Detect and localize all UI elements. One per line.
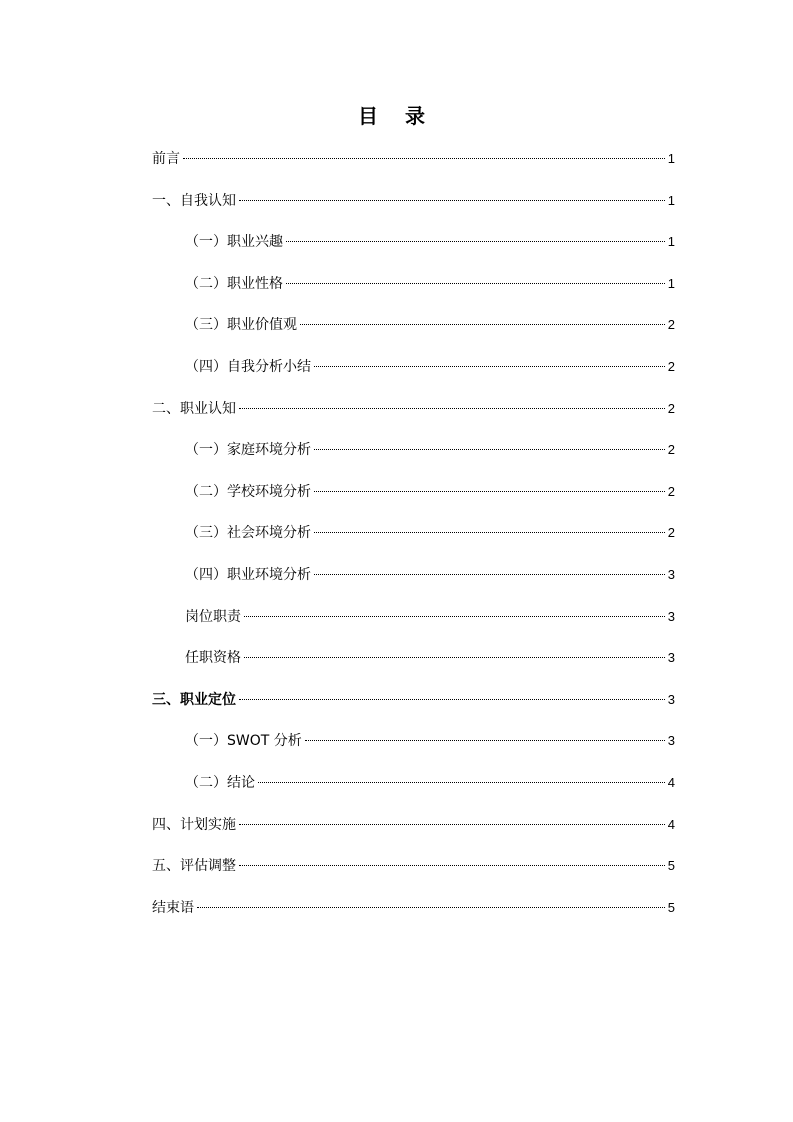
toc-entry-swot-analysis[interactable] <box>152 730 675 772</box>
dot-leader <box>244 657 665 658</box>
toc-entry-page: 2 <box>667 442 675 458</box>
toc-entry-evaluation-adjustment[interactable] <box>152 855 675 897</box>
toc-entry-social-environment[interactable] <box>152 522 675 564</box>
toc-entry-page: 2 <box>667 483 675 499</box>
toc-entry-label: （二）学校环境分析 <box>185 483 311 500</box>
toc-entry-label: 四、计划实施 <box>152 816 236 833</box>
toc-entry-label: （一）SWOT 分析 <box>185 733 302 750</box>
toc-entry-page: 2 <box>667 400 675 416</box>
toc-entry-page: 2 <box>667 525 675 541</box>
toc-list <box>152 148 675 938</box>
toc-entry-career-values[interactable] <box>152 314 675 356</box>
toc-entry-label: （三）职业价值观 <box>185 317 297 334</box>
toc-entry-self-awareness[interactable] <box>152 190 675 232</box>
toc-entry-page: 2 <box>667 358 675 374</box>
toc-entry-page: 3 <box>667 650 675 666</box>
toc-entry-page: 3 <box>667 566 675 582</box>
toc-entry-page: 1 <box>667 151 675 166</box>
toc-entry-label: 五、评估调整 <box>152 858 236 875</box>
toc-entry-label: （四）职业环境分析 <box>185 566 311 583</box>
toc-entry-label: （二）结论 <box>185 774 255 791</box>
dot-leader <box>197 907 665 908</box>
toc-entry-page: 1 <box>667 192 675 208</box>
dot-leader <box>314 532 665 533</box>
dot-leader <box>314 366 665 367</box>
toc-entry-career-positioning[interactable] <box>152 689 675 731</box>
dot-leader <box>305 740 665 741</box>
toc-entry-page: 2 <box>667 317 675 333</box>
toc-entry-self-analysis-summary[interactable] <box>152 356 675 398</box>
dot-leader <box>258 782 665 783</box>
toc-title: 目 录 <box>358 104 435 128</box>
toc-entry-label: （四）自我分析小结 <box>185 358 311 375</box>
dot-leader <box>314 574 665 575</box>
toc-entry-preface[interactable] <box>152 148 675 190</box>
toc-entry-page: 5 <box>667 858 675 874</box>
toc-entry-school-environment[interactable] <box>152 481 675 523</box>
toc-entry-label: 结束语 <box>152 899 194 916</box>
toc-entry-label: 任职资格 <box>185 650 241 667</box>
toc-entry-page: 3 <box>667 733 675 749</box>
dot-leader <box>314 491 665 492</box>
toc-entry-career-awareness[interactable] <box>152 398 675 440</box>
toc-entry-page: 4 <box>667 774 675 790</box>
toc-entry-page: 5 <box>667 899 675 915</box>
toc-entry-conclusion[interactable] <box>152 772 675 814</box>
toc-entry-job-duties[interactable] <box>152 606 675 648</box>
dot-leader <box>239 699 665 700</box>
toc-entry-label: （二）职业性格 <box>185 275 283 292</box>
dot-leader <box>239 200 665 201</box>
dot-leader <box>239 408 665 409</box>
dot-leader <box>244 616 665 617</box>
toc-entry-label: （一）家庭环境分析 <box>185 442 311 459</box>
toc-entry-page: 4 <box>667 816 675 832</box>
dot-leader <box>239 824 665 825</box>
toc-entry-label: （一）职业兴趣 <box>185 234 283 251</box>
dot-leader <box>183 158 665 159</box>
toc-entry-plan-implementation[interactable] <box>152 814 675 856</box>
toc-entry-label: 三、职业定位 <box>152 691 236 708</box>
dot-leader <box>239 865 665 866</box>
dot-leader <box>314 449 665 450</box>
toc-entry-label: 一、自我认知 <box>152 192 236 209</box>
toc-entry-page: 3 <box>667 608 675 624</box>
toc-entry-closing-remarks[interactable] <box>152 897 675 939</box>
dot-leader <box>286 241 665 242</box>
toc-entry-family-environment[interactable] <box>152 439 675 481</box>
toc-entry-label: （三）社会环境分析 <box>185 525 311 542</box>
dot-leader <box>300 324 665 325</box>
toc-entry-label: 二、职业认知 <box>152 400 236 417</box>
toc-entry-label: 前言 <box>152 151 180 167</box>
toc-entry-career-environment[interactable] <box>152 564 675 606</box>
toc-entry-page: 3 <box>667 691 675 707</box>
toc-entry-page: 1 <box>667 234 675 250</box>
dot-leader <box>286 283 665 284</box>
toc-entry-label: 岗位职责 <box>185 608 241 625</box>
toc-entry-page: 1 <box>667 275 675 291</box>
toc-entry-career-personality[interactable] <box>152 273 675 315</box>
toc-entry-career-interest[interactable] <box>152 231 675 273</box>
toc-entry-job-qualifications[interactable] <box>152 647 675 689</box>
